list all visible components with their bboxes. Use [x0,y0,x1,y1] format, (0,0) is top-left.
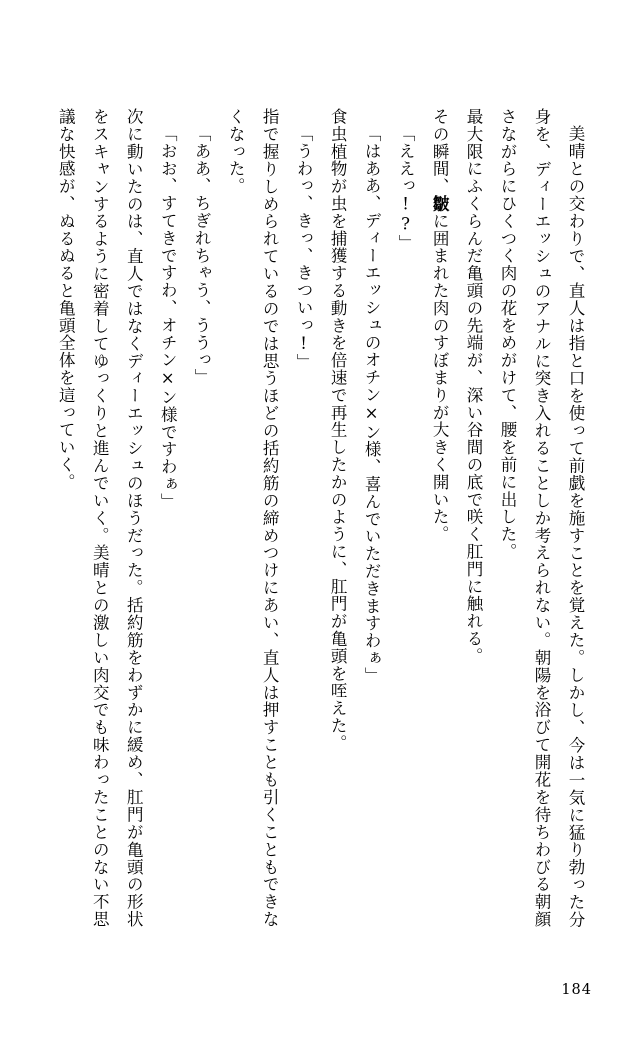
paragraph: 「おお、すてきですわ、オチン×ン様ですわぁ」 [158,124,178,510]
paragraph: その瞬間、皺に囲まれた肉のすぼまりが大きく開いた。 [430,108,450,544]
page-number: 184 [561,982,592,998]
paragraph: 指で握りしめられているのでは思うほどの括約筋の締めつけにあい、直人は押すことも引くこともできなくなった。 [226,108,280,928]
paragraph: 「ああ、ちぎれちゃう、ううっ」 [192,124,212,386]
paragraph: 食虫植物が虫を捕獲する動きを倍速で再生したかのように、肛門が亀頭を咥えた。 [328,108,348,752]
paragraph: 「ええっ!?」 [396,124,416,252]
paragraph: 「はああ、ディーエッシュのオチン×ン様、喜んでいただきますわぁ」 [362,124,382,684]
paragraph: 「うわっ、きっ、きついっ!」 [294,124,314,371]
page-text-body [40,108,592,928]
paragraph: 最大限にふくらんだ亀頭の先端が、深い谷間の底で咲く肛門に触れる。 [464,108,484,665]
paragraph: 次に動いたのは、直人ではなくディーエッシュのほうだった。括約筋をわずかに緩め、肛門が亀頭の形状をスキャンするように密着してゆっくりと進んでいく。美晴との激しい肉交でも味わったことのない不思議な快感が、ぬるぬると亀頭全体を這っていく。 [56,108,144,928]
paragraph: 美晴との交わりで、直人は指と口を使って前戯を施すことを覚えた。しかし、今は一気に猛り勃った分身を、ディーエッシュのアナルに突き入れることしか考えられない。朝陽を浴びて開花を待ちわびる朝顔さながらにひくつく肉の花をめがけて、腰を前に出した。 [498,108,585,928]
emphasized-character: 皺 [430,195,450,213]
